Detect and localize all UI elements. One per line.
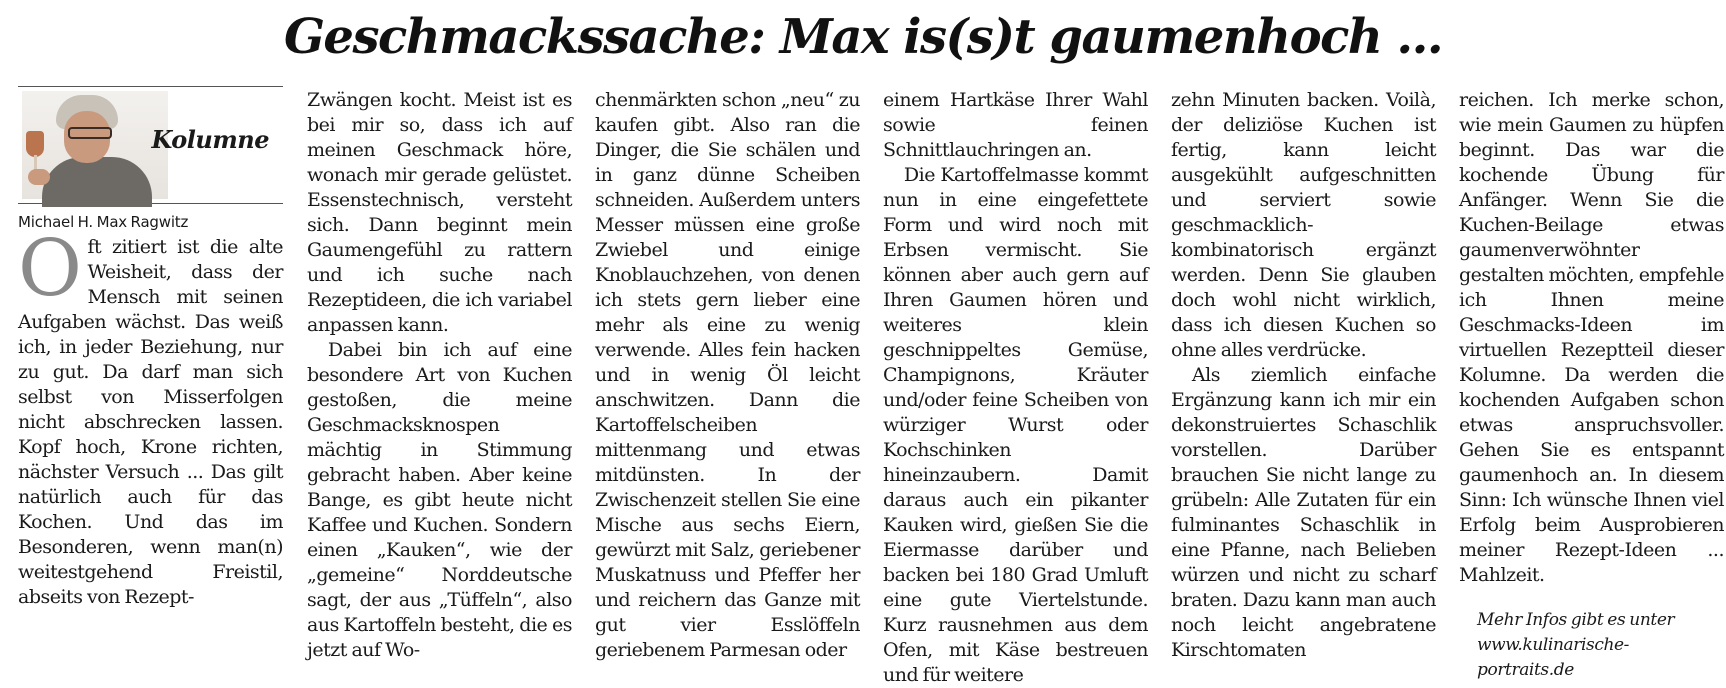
drop-cap: O — [18, 224, 82, 314]
paragraph: Die Kartoffelmasse kommt nun in eine eingefettete Form und wird noch mit Erbsen vermischt. Sie können aber auch gern auf Ihren Gaumen hören und weiteres klein geschnippeltes Gemüse, Champignons, Kräuter und/oder feine Scheiben von würziger Wurst oder Kochschinken hineinzaubern. Damit daraus auch ein pikanter Kauken wird, gießen Sie die Eiermasse darüber und backen bei 180 Grad Umluft eine gute Viertelstunde. Kurz rausnehmen aus dem Ofen, mit Käse bestreuen und für weitere — [883, 164, 1148, 686]
column-4 — [883, 88, 1148, 686]
column-5 — [1171, 88, 1436, 661]
paragraph: zehn Minuten backen. Voilà, der deliziöse Kuchen ist fertig, kann leicht ausgekühlt aufgeschnitten und serviert sowie geschmacklich-kombinatorisch ergänzt werden. Denn Sie glauben doch wohl nicht wirklich, dass ich diesen Kuchen so ohne alles verdrücke. — [1171, 89, 1436, 361]
paragraph: reichen. Ich merke schon, wie mein Gaumen zu hüpfen beginnt. Das war die kochende Übung für Anfänger. Wenn Sie die Kuchen-Beilage etwas gaumenverwöhnter gestalten möchten, empfehle ich Ihnen meine Geschmacks-Ideen im virtuellen Rezeptteil dieser Kolumne. Da werden die kochenden Aufgaben schon etwas anspruchsvoller. Gehen Sie es entspannt gaumenhoch an. In diesem Sinn: Ich wünsche Ihnen viel Erfolg beim Ausprobieren meiner Rezept-Ideen ... Mahlzeit. — [1459, 89, 1724, 586]
column-1 — [18, 86, 283, 608]
more-info-url[interactable]: www.kulinarische-portraits.de — [1477, 635, 1630, 680]
paragraph: einem Hartkäse Ihrer Wahl sowie feinen Schnittlauchringen an. — [883, 89, 1148, 161]
intro-paragraph — [18, 224, 283, 610]
intro-text: ft zitiert ist die alte Weisheit, dass der Mensch mit seinen Aufgaben wächst. Das weiß ich, in jeder Beziehung, nur zu gut. Da darf man sich selbst von Misserfolgen nicht abschrecken lassen. Kopf hoch, Krone richten, nächster Versuch ... Das gilt natürlich auch für das Kochen. Und das im Besonderen, wenn man(n) weitestgehend Freistil, abseits von Rezept- — [18, 236, 283, 608]
author-box — [18, 87, 283, 204]
column-3 — [595, 88, 860, 661]
paragraph: Als ziemlich einfache Ergänzung kann ich mir ein dekonstruiertes Schaschlik vorstellen. Darüber brauchen Sie nicht lange zu grübeln: Alle Zutaten für ein fulminantes Schaschlik in eine Pfanne, nach Belieben würzen und nicht zu scharf braten. Dazu kann man auch noch leicht angebratene Kirschtomaten — [1171, 364, 1436, 661]
wine-glass-icon — [26, 131, 44, 157]
column-6 — [1459, 88, 1724, 680]
headline: Geschmackssache: Max is(s)t gaumenhoch ... — [283, 9, 1443, 65]
author-name: Michael H. Max Ragwitz — [18, 213, 189, 231]
more-info-line: Mehr Infos gibt es unter — [1477, 610, 1675, 630]
more-info — [1459, 608, 1724, 683]
column-2 — [307, 88, 572, 661]
paragraph: Dabei bin ich auf eine besondere Art von Kuchen gestoßen, die meine Geschmacksknospen mächtig in Stimmung gebracht haben. Aber keine Bange, es gibt heute nicht Kaffee und Kuchen. Sondern einen „Kauken“, wie der „gemeine“ Norddeutsche sagt, der aus „Tüffeln“, also aus Kartoffeln besteht, die es jetzt auf Wo- — [307, 339, 572, 661]
paragraph: Zwängen kocht. Meist ist es bei mir so, dass ich auf meinen Geschmack höre, wonach mir gerade gelüstet. Essenstechnisch, versteht sich. Dann beginnt mein Gaumengefühl zu rattern und ich suche nach Rezeptideen, die ich variabel anpassen kann. — [307, 89, 572, 336]
column-label: Kolumne — [151, 125, 269, 154]
paragraph: chenmärkten schon „neu“ zu kaufen gibt. Also ran die Dinger, die Sie schälen und in ganz dünne Scheiben schneiden. Außerdem unters Messer müssen eine große Zwiebel und einige Knoblauchzehen, von denen ich stets gern lieber eine mehr als eine zu wenig verwende. Alles fein hacken und in wenig Öl leicht anschwitzen. Dann die Kartoffelscheiben mittenmang und etwas mitdünsten. In der Zwischenzeit stellen Sie eine Mische aus sechs Eiern, gewürzt mit Salz, geriebener Muskatnuss und Pfeffer her und reichern das Ganze mit gut vier Esslöffeln geriebenem Parmesan oder — [595, 89, 860, 661]
author-photo — [22, 91, 168, 199]
